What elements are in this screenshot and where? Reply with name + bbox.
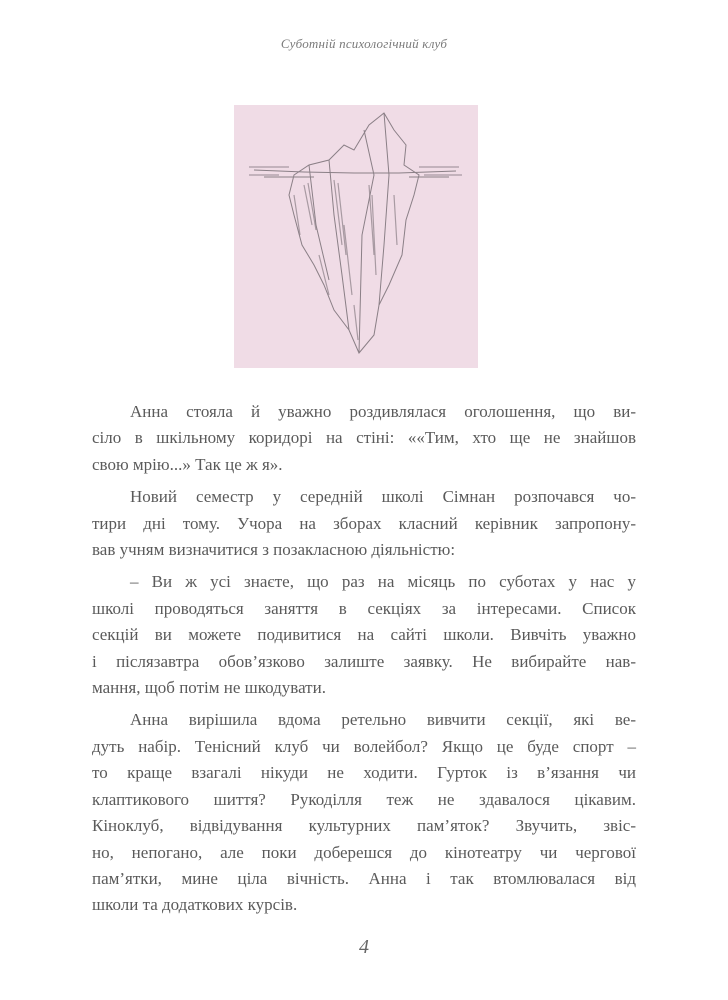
paragraph	[92, 484, 636, 563]
text-line: Анна стояла й уважно роздивлялася оголошення, що ви-	[130, 402, 636, 421]
text-line: – Ви ж усі знаєте, що раз на місяць по суботах у нас у	[130, 572, 636, 592]
iceberg-icon	[234, 105, 478, 368]
text-line: сіло в шкільному коридорі на стіні: ««Тим, хто ще не знайшов	[92, 428, 636, 448]
text-line: клаптикового шиття? Рукоділля теж не здавалося цікавим.	[92, 789, 636, 809]
text-line: Новий семестр у середній школі Сімнан розпочався чо-	[130, 487, 636, 507]
text-line: секцій ви можете подивитися на сайті школи. Вивчіть уважно	[92, 625, 636, 645]
text-line: школі проводяться заняття в секціях за інтересами. Список	[92, 598, 636, 618]
paragraph	[92, 399, 636, 478]
paragraph	[92, 569, 636, 701]
text-line: свою мрію...» Так це ж я».	[92, 454, 283, 474]
paragraph	[92, 707, 636, 918]
text-line: вав учням визначитися з позакласною діяльністю:	[92, 540, 456, 560]
text-line: дуть набір. Тенісний клуб чи волейбол? Якщо це буде спорт –	[92, 736, 636, 756]
text-line: мання, щоб потім не шкодувати.	[92, 678, 326, 698]
text-line: і післязавтра обов’язково залиште заявку. Не вибирайте нав-	[92, 651, 636, 671]
page-number: 4	[359, 936, 369, 958]
text-line: Анна вирішила вдома ретельно вивчити секції, які ве-	[130, 710, 636, 730]
running-head: Суботній психологічний клуб	[280, 36, 448, 51]
text-line: тири дні тому. Учора на зборах класний керівник запропону-	[92, 513, 636, 533]
text-line: то краще взагалі нікуди не ходити. Гурток із в’язання чи	[92, 763, 636, 783]
text-line: школи та додаткових курсів.	[92, 895, 298, 915]
iceberg-illustration	[234, 105, 478, 368]
text-line: пам’ятки, мине ціла вічність. Анна і так втомлювалася від	[92, 868, 636, 888]
body-text	[92, 399, 636, 925]
text-line: но, непогано, але поки доберешся до кінотеатру чи чергової	[92, 842, 636, 862]
text-line: Кіноклуб, відвідування культурних пам’яток? Звучить, звіс-	[92, 816, 636, 836]
